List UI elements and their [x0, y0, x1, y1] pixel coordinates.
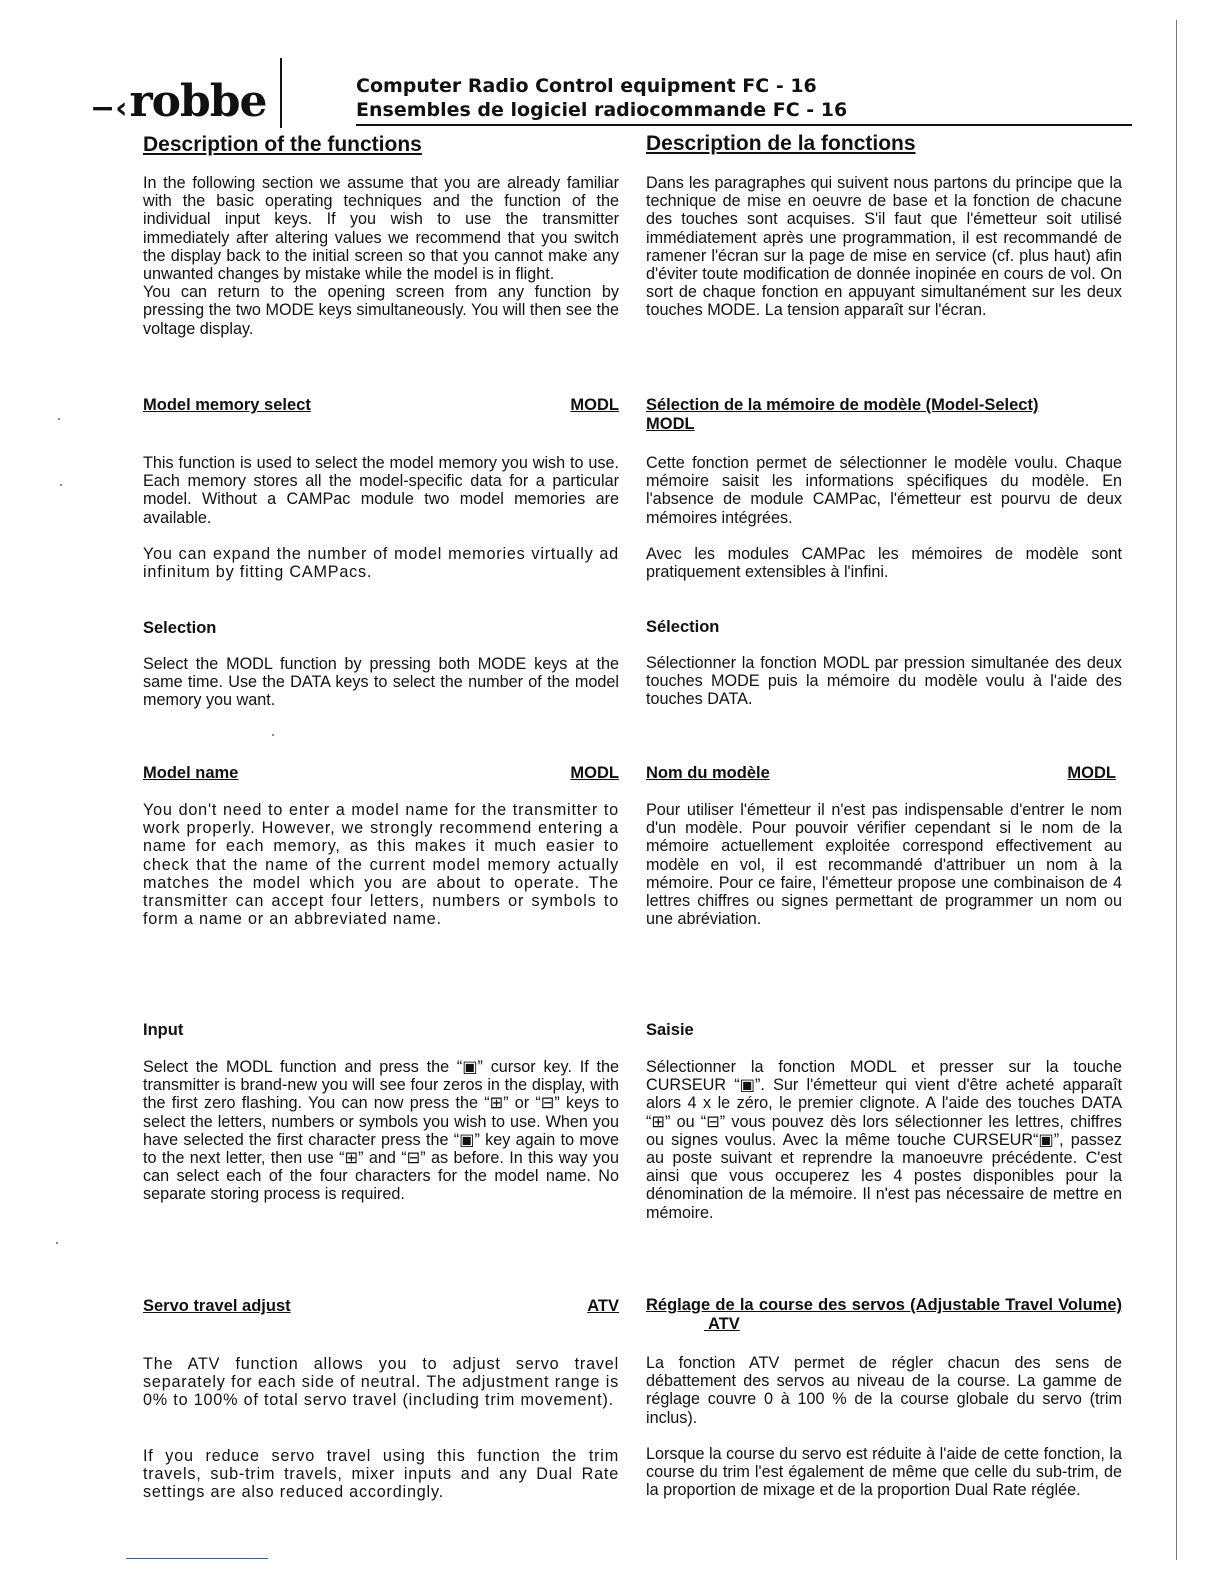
- scan-speck: [56, 1242, 58, 1244]
- robbe-logo: [90, 76, 267, 127]
- servo-text2-en: If you reduce servo travel using this function the trim travels, sub-trim travels, mixer inputs and any Dual Rate settings are also reduced accordingly.: [143, 1447, 619, 1502]
- footer-line: [126, 1558, 268, 1559]
- header-title-fr: Ensembles de logiciel radiocommande FC - 16: [356, 99, 848, 121]
- model-name-code-fr: MODL: [1067, 764, 1116, 782]
- servo-code-en: ATV: [587, 1297, 619, 1315]
- servo-heading-fr: [646, 1296, 1122, 1334]
- section-title-en: Description of the functions: [143, 133, 422, 156]
- logo-text: robbe: [129, 76, 267, 127]
- input-heading-en: Input: [143, 1021, 184, 1039]
- input-text-fr: Sélectionner la fonction MODL et presser sur la touche CURSEUR “▣”. Sur l'émetteur qui vient d'être acheté apparaît alors 4 x le zéro, le premier clignote. A l'aide des touches DATA “⊞” ou “⊟” vous pouvez dès lors sélectionner les lettres, chiffres ou signes voulus. Avec la même touche CURSEUR“▣”, passez au poste suivant et reprendre la manoeuvre précédente. C'est ainsi que vous occuperez les 4 postes disponibles pour la dénomination de la mémoire. Il n'est pas nécessaire de mettre en mémoire.: [646, 1058, 1122, 1222]
- header-rule: [356, 124, 1132, 126]
- header-title-en: Computer Radio Control equipment FC - 16: [356, 75, 817, 97]
- servo-text-fr: La fonction ATV permet de régler chacun des sens de débattement des servos au niveau de la course. La gamme de réglage couvre 0 à 100 % de la course globale du servo (trim inclus).: [646, 1354, 1122, 1427]
- model-memory-text2-fr: Avec les modules CAMPac les mémoires de modèle sont pratiquement extensibles à l'infini.: [646, 545, 1122, 582]
- servo-heading-text-fr: Réglage de la course des servos (Adjustable Travel Volume): [646, 1296, 1122, 1314]
- servo-text-en: The ATV function allows you to adjust servo travel separately for each side of neutral. The adjustment range is 0% to 100% of total servo travel (including trim movement).: [143, 1355, 619, 1410]
- model-memory-text-en: This function is used to select the model memory you wish to use. Each memory stores all the model-specific data for a particular model. Without a CAMPac module two model memories are available.: [143, 454, 619, 527]
- page-edge-line: [1176, 20, 1177, 1560]
- input-heading-fr: Saisie: [646, 1021, 694, 1039]
- model-name-text-fr: Pour utiliser l'émetteur il n'est pas indispensable d'entrer le nom d'un modèle. Pour pouvoir vérifier cependant si le nom de la mémoire actuellement exploitée correspond effectivement au modèle en vol, il est recommandé d'attribuer un nom à la mémoire. Pour ce faire, l'émetteur propose une combinaison de 4 lettres chiffres ou signes permettant de programmer un nom ou une abréviation.: [646, 801, 1122, 929]
- model-name-code-en: MODL: [570, 764, 619, 782]
- header-divider: [280, 58, 282, 128]
- model-memory-heading-en: Model memory select: [143, 396, 311, 414]
- model-memory-text2-en: You can expand the number of model memories virtually ad infinitum by fitting CAMPacs.: [143, 545, 619, 582]
- model-name-text-en: You don't need to enter a model name for the transmitter to work properly. However, we strongly recommend entering a name for each memory, as this makes it much easier to check that the name of the current model memory actually matches the model which you are about to operate. The transmitter can accept four letters, numbers or symbols to form a name or an abbreviated name.: [143, 801, 619, 929]
- selection-heading-fr: Sélection: [646, 618, 720, 636]
- model-memory-code-en: MODL: [570, 396, 619, 414]
- logo-flag-icon: −‹: [90, 91, 128, 126]
- model-name-heading-en: Model name: [143, 764, 239, 782]
- model-memory-heading-fr: Sélection de la mémoire de modèle (Model-Select): [646, 396, 1039, 414]
- selection-text-fr: Sélectionner la fonction MODL par pression simultanée des deux touches MODE puis la mémoire du modèle voulu à l'aide des touches DATA.: [646, 654, 1122, 709]
- section-title-fr: Description de la fonctions: [646, 132, 916, 155]
- model-memory-text-fr: Cette fonction permet de sélectionner le modèle voulu. Chaque mémoire saisit les informations spécifiques du modèle. En l'absence de module CAMPac, l'émetteur est pourvu de deux mémoires intégrées.: [646, 454, 1122, 527]
- scan-speck: [272, 734, 274, 736]
- intro-text-fr: Dans les paragraphes qui suivent nous partons du principe que la technique de mise en oeuvre de base et la fonction de chacune des touches sont acquises. S'il faut que l'émetteur soit utilisé immédiatement après une programmation, il est recommandé de ramener l'écran sur la page de mise en service (cf. plus haut) afin d'éviter toute modification de donnée inopinée en cours de vol. On sort de chaque fonction en appuyant simultanément sur les deux touches MODE. La tension apparaît sur l'écran.: [646, 174, 1122, 320]
- scan-speck: [60, 484, 62, 486]
- scan-speck: [58, 418, 60, 420]
- header-title: [356, 74, 847, 122]
- servo-code-fr: ATV: [707, 1315, 740, 1333]
- servo-heading-en: Servo travel adjust: [143, 1297, 291, 1315]
- input-text-en: Select the MODL function and press the “▣” cursor key. If the transmitter is brand-new you will see four zeros in the display, with the first zero flashing. You can now press the “⊞” or “⊟” keys to select the letters, numbers or symbols you wish to use. When you have selected the first character press the “▣” key again to move to the next letter, then use “⊞” and “⊟” as before. In this way you can select each of the four characters for the model name. No separate storing process is required.: [143, 1058, 619, 1204]
- model-memory-code-fr: MODL: [646, 415, 695, 433]
- selection-heading-en: Selection: [143, 619, 217, 637]
- intro-text-en: In the following section we assume that you are already familiar with the basic operating techniques and the function of the individual input keys. If you wish to use the transmitter immediately after altering values we recommend that you switch the display back to the initial screen so that you cannot make any unwanted changes by mistake while the model is in flight. You can return to the opening screen from any function by pressing the two MODE keys simultaneously. You will then see the voltage display.: [143, 174, 619, 338]
- model-name-heading-fr: Nom du modèle: [646, 764, 770, 782]
- selection-text-en: Select the MODL function by pressing both MODE keys at the same time. Use the DATA keys to select the number of the model memory you want.: [143, 655, 619, 710]
- servo-text2-fr: Lorsque la course du servo est réduite à l'aide de cette fonction, la course du trim l'est également de même que celle du sub-trim, de la proportion de mixage et de la proportion Dual Rate réglée.: [646, 1445, 1122, 1500]
